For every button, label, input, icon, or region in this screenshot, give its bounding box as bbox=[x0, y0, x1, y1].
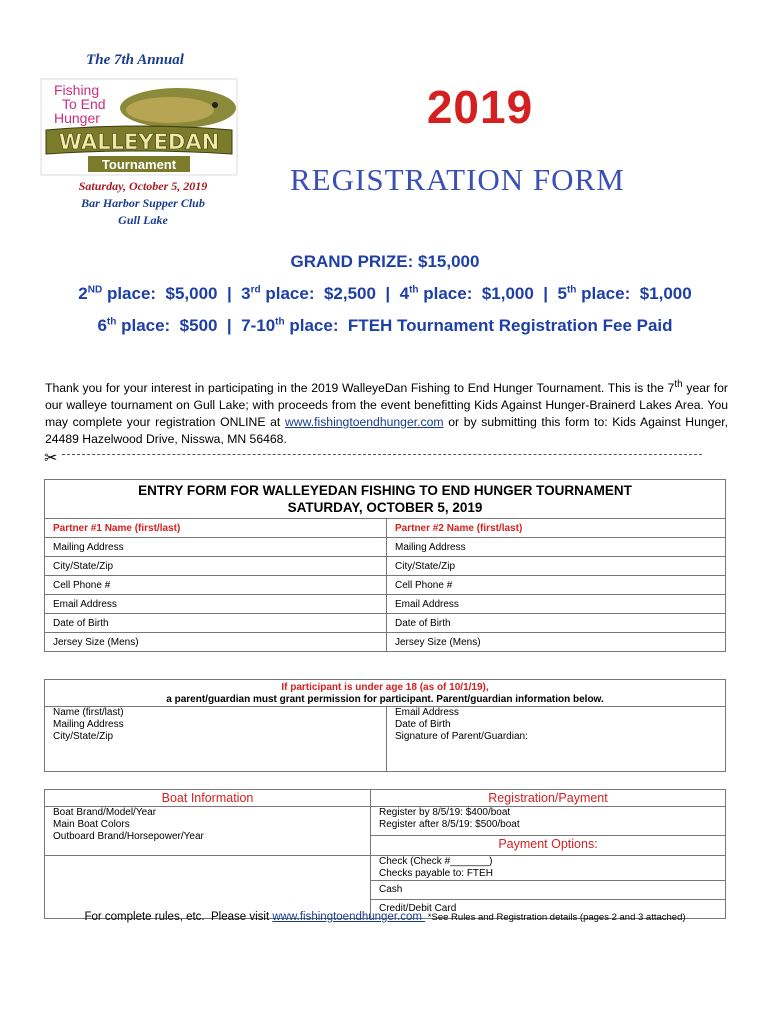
partner1-jersey-field[interactable]: Jersey Size (Mens) bbox=[45, 633, 387, 652]
walleyedan-logo bbox=[40, 78, 238, 176]
partner2-jersey-field[interactable]: Jersey Size (Mens) bbox=[387, 633, 726, 652]
logo-fish-line3: Hunger bbox=[54, 110, 100, 126]
partner2-email-field[interactable]: Email Address bbox=[387, 595, 726, 614]
guardian-city-field: City/State/Zip bbox=[53, 731, 114, 742]
boat-colors-field: Main Boat Colors bbox=[53, 819, 130, 830]
footer-website-link[interactable]: www.fishingtoendhunger.com bbox=[272, 911, 426, 923]
guardian-signature-field: Signature of Parent/Guardian: bbox=[395, 731, 528, 742]
boat-payment-table bbox=[44, 789, 726, 919]
dashed-divider bbox=[62, 454, 702, 455]
payment-card-option[interactable]: Credit/Debit Card bbox=[371, 900, 726, 919]
guardian-right-fields[interactable] bbox=[387, 707, 726, 772]
logo-fish-line1: Fishing bbox=[54, 82, 100, 98]
guardian-dob-field: Date of Birth bbox=[395, 719, 451, 730]
guardian-email-field: Email Address bbox=[395, 707, 459, 718]
prizes-line-1: 2ND place: $5,000 | 3rd place: $2,500 | 4th place: $1,000 | 5th place: $1,000 bbox=[78, 284, 692, 303]
logo-brand: WALLEYEDAN bbox=[58, 130, 220, 154]
outboard-field: Outboard Brand/Horsepower/Year bbox=[53, 831, 204, 842]
payment-options-header: Payment Options: bbox=[371, 836, 726, 856]
partner1-dob-field[interactable]: Date of Birth bbox=[45, 614, 387, 633]
boat-info-header: Boat Information bbox=[45, 790, 371, 807]
guardian-address-field: Mailing Address bbox=[53, 719, 124, 730]
partner2-address-field[interactable]: Mailing Address bbox=[387, 538, 726, 557]
logo-venue: Bar Harbor Supper Club bbox=[81, 196, 205, 210]
partner2-dob-field[interactable]: Date of Birth bbox=[387, 614, 726, 633]
scissors-icon: ✂ bbox=[44, 450, 58, 467]
partner1-name-field[interactable]: Partner #1 Name (first/last) bbox=[45, 519, 387, 538]
boat-fields[interactable] bbox=[45, 807, 371, 856]
partner1-email-field[interactable]: Email Address bbox=[45, 595, 387, 614]
guardian-name-field: Name (first/last) bbox=[53, 707, 124, 718]
partner2-city-field[interactable]: City/State/Zip bbox=[387, 557, 726, 576]
partner1-phone-field[interactable]: Cell Phone # bbox=[45, 576, 387, 595]
year-heading: 2019 bbox=[426, 81, 534, 133]
payment-check-option[interactable]: Check (Check #_______) Checks payable to: FTEH bbox=[371, 856, 726, 881]
website-link[interactable]: www.fishingtoendhunger.com bbox=[284, 415, 444, 430]
logo-date: Saturday, October 5, 2019 bbox=[78, 179, 208, 193]
registration-payment-header: Registration/Payment bbox=[371, 790, 726, 807]
guardian-notice: If participant is under age 18 (as of 10/1/19), a parent/guardian must grant permission for participant. Parent/guardian information below. bbox=[45, 680, 726, 707]
partner1-address-field[interactable]: Mailing Address bbox=[45, 538, 387, 557]
payment-cash-option[interactable]: Cash bbox=[371, 881, 726, 900]
prizes-line-2: 6th place: $500 | 7-10th place: FTEH Tournament Registration Fee Paid bbox=[97, 316, 673, 335]
partner2-name-field[interactable]: Partner #2 Name (first/last) bbox=[387, 519, 726, 538]
partner2-phone-field[interactable]: Cell Phone # bbox=[387, 576, 726, 595]
logo-event-info bbox=[48, 178, 238, 229]
logo-tournament: Tournament bbox=[101, 157, 177, 172]
form-title: REGISTRATION FORM bbox=[290, 162, 625, 197]
logo-annual-text: The 7th Annual bbox=[86, 52, 184, 68]
footer-note: For complete rules, etc. Please visit www.fishingtoendhunger.com *See Rules and Registration details (pages 2 and 3 attached) bbox=[84, 911, 686, 923]
logo-lake: Gull Lake bbox=[118, 213, 168, 227]
guardian-table bbox=[44, 679, 726, 772]
cut-line bbox=[44, 452, 704, 466]
registration-fees: Register by 8/5/19: $400/boat Register after 8/5/19: $500/boat bbox=[371, 807, 726, 836]
grand-prize: GRAND PRIZE: $15,000 bbox=[290, 252, 480, 271]
guardian-left-fields[interactable] bbox=[45, 707, 387, 772]
partner1-city-field[interactable]: City/State/Zip bbox=[45, 557, 387, 576]
entry-form-table bbox=[44, 479, 726, 652]
boat-notes-area[interactable] bbox=[45, 856, 371, 919]
entry-form-title: ENTRY FORM FOR WALLEYEDAN FISHING TO END HUNGER TOURNAMENT SATURDAY, OCTOBER 5, 2019 bbox=[45, 480, 726, 519]
intro-paragraph: Thank you for your interest in participating in the 2019 WalleyeDan Fishing to End Hunger Tournament. This is the 7th year for our walleye tournament on Gull Lake; with proceeds from the event benefitting Kids Against Hunger-Brainerd Lakes Area. You may complete your registration ONLINE at www.fishingtoendhunger.com or by submitting this form to: Kids Against Hunger, 24489 Hazelwood Drive, Nisswa, MN 56468. bbox=[45, 379, 728, 447]
boat-brand-field: Boat Brand/Model/Year bbox=[53, 807, 157, 818]
logo-fish-line2: To End bbox=[62, 96, 106, 112]
